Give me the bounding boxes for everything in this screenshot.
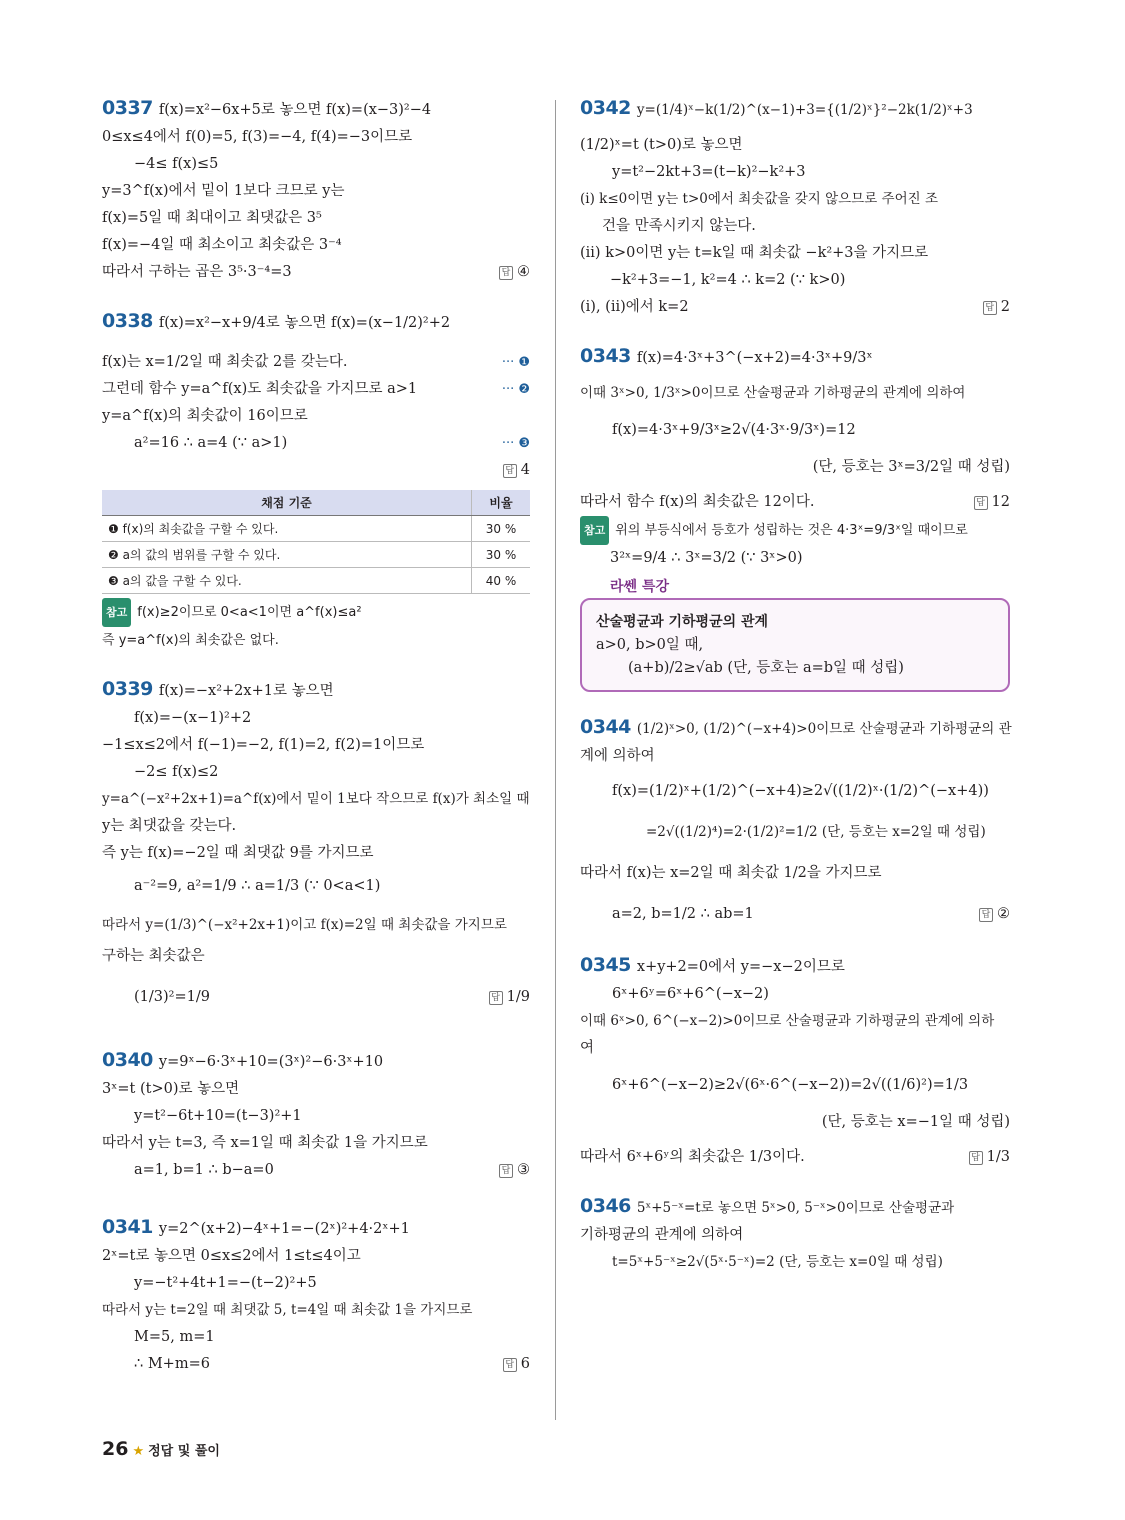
solution-line: f(x)=4·3ˣ+3^(−x+2)=4·3ˣ+9/3ˣ	[636, 350, 873, 366]
problem-0342	[580, 95, 1010, 321]
solution-line: −k²+3=−1, k²=4 ∴ k=2 (∵ k>0)	[610, 272, 846, 288]
solution-line: f(x)=4·3ˣ+9/3ˣ≥2√(4·3ˣ·9/3ˣ)=12	[612, 422, 856, 438]
solution-line: 그런데 함수 y=a^f(x)도 최솟값을 가지므로 a>1	[102, 381, 418, 397]
solution-line: x+y+2=0에서 y=−x−2이므로	[636, 959, 845, 975]
problem-0341	[102, 1214, 530, 1378]
solution-line: y=t²−6t+10=(t−3)²+1	[134, 1108, 302, 1124]
solution-line: y=2^(x+2)−4ˣ+1=−(2ˣ)²+4·2ˣ+1	[158, 1221, 410, 1237]
solution-line: 따라서 y는 t=3, 즉 x=1일 때 최솟값 1을 가지므로	[102, 1135, 428, 1151]
solution-line: 이때 6ˣ>0, 6^(−x−2)>0이므로 산술평균과 기하평균의 관계에 의하	[580, 1013, 995, 1029]
left-column	[102, 95, 530, 1378]
solution-line: 따라서 함수 f(x)의 최솟값은 12이다.	[580, 494, 815, 510]
step-marker: ··· ❷	[501, 382, 530, 397]
answer: 답 2	[983, 294, 1010, 321]
problem-number: 0346	[580, 1195, 631, 1217]
solution-line: f(x)=x²−x+9/4로 놓으면 f(x)=(x−1/2)²+2	[158, 315, 451, 331]
table-row: ❶ f(x)의 최솟값을 구할 수 있다. 30 %	[102, 516, 530, 542]
step-marker: ··· ❸	[501, 436, 530, 451]
problem-0339	[102, 676, 530, 1011]
solution-line: 따라서 f(x)는 x=2일 때 최솟값 1/2을 가지므로	[580, 865, 882, 881]
step-marker: ··· ❶	[501, 355, 530, 370]
page-number: 26	[102, 1438, 129, 1460]
solution-line: =2√((1/2)⁴)=2·(1/2)²=1/2 (단, 등호는 x=2일 때 성립)	[646, 824, 986, 840]
solution-line: y=(1/4)ˣ−k(1/2)^(x−1)+3={(1/2)ˣ}²−2k(1/2)ˣ+3	[636, 102, 973, 118]
solution-line: ∴ M+m=6	[134, 1356, 210, 1372]
problem-0340	[102, 1047, 530, 1184]
answer: 답 6	[503, 1351, 530, 1378]
solution-line: y=3^f(x)에서 밑이 1보다 크므로 y는	[102, 183, 345, 199]
problem-number: 0343	[580, 345, 631, 367]
solution-line: y=9ˣ−6·3ˣ+10=(3ˣ)²−6·3ˣ+10	[158, 1054, 384, 1070]
answer: 답 ④	[499, 259, 530, 286]
solution-line: f(x)=5일 때 최대이고 최댓값은 3⁵	[102, 210, 322, 226]
solution-line: f(x)=(1/2)ˣ+(1/2)^(−x+4)≥2√((1/2)ˣ·(1/2)^(−x+4))	[612, 783, 989, 799]
solution-line: 구하는 최솟값은	[102, 948, 205, 964]
solution-line: y는 최댓값을 갖는다.	[102, 818, 237, 834]
solution-line: y=a^(−x²+2x+1)=a^f(x)에서 밑이 1보다 작으므로 f(x)가 최소일 때	[102, 791, 530, 807]
page-footer	[102, 1438, 220, 1460]
solution-line: (단, 등호는 x=−1일 때 성립)	[821, 1114, 1010, 1130]
solution-line: (ii) k>0이면 y는 t=k일 때 최솟값 −k²+3을 가지므로	[580, 245, 929, 261]
answer: 답 1/9	[489, 984, 530, 1011]
solution-line: a⁻²=9, a²=1/9 ∴ a=1/3 (∵ 0<a<1)	[134, 878, 381, 894]
answer-box-icon: 답	[983, 301, 997, 315]
solution-line: (i) k≤0이면 y는 t>0에서 최솟값을 갖지 않으므로 주어진 조	[580, 191, 938, 207]
answer-box-icon: 답	[503, 464, 517, 478]
special-lecture-box	[580, 598, 1010, 692]
column-divider	[555, 100, 556, 1420]
footer-label: 정답 및 풀이	[148, 1444, 220, 1459]
solution-line: 따라서 y는 t=2일 때 최댓값 5, t=4일 때 최솟값 1을 가지므로	[102, 1302, 473, 1318]
solution-line: y=t²−2kt+3=(t−k)²−k²+3	[612, 164, 806, 180]
solution-line: 기하평균의 관계에 의하여	[580, 1227, 744, 1243]
problem-number: 0339	[102, 678, 153, 700]
special-lecture-tag: 라쎈 특강	[610, 579, 669, 595]
solution-line: y=−t²+4t+1=−(t−2)²+5	[134, 1275, 317, 1291]
problem-number: 0345	[580, 954, 631, 976]
solution-line: 따라서 6ˣ+6ʸ의 최솟값은 1/3이다.	[580, 1149, 805, 1165]
solution-line: 0≤x≤4에서 f(0)=5, f(3)=−4, f(4)=−3이므로	[102, 129, 413, 145]
solution-line: 여	[580, 1040, 595, 1056]
answer: 답 12	[974, 489, 1010, 516]
answer-box-icon: 답	[974, 496, 988, 510]
solution-line: 계에 의하여	[580, 748, 655, 764]
solution-line: (단, 등호는 3ˣ=3/2일 때 성립)	[812, 459, 1010, 475]
solution-line: f(x)=−4일 때 최소이고 최솟값은 3⁻⁴	[102, 237, 342, 253]
note-line: f(x)≥2이므로 0<a<1이면 a^f(x)≤a²	[137, 605, 362, 620]
answer-box-icon: 답	[489, 991, 503, 1005]
solution-line: (1/2)ˣ=t (t>0)로 놓으면	[580, 137, 743, 153]
problem-0346	[580, 1193, 1010, 1276]
problem-number: 0337	[102, 97, 153, 119]
note-tag: 참고	[102, 598, 131, 627]
answer-box-icon: 답	[499, 266, 513, 280]
star-icon: ★	[132, 1444, 145, 1459]
problem-0344	[580, 714, 1010, 928]
solution-line: t=5ˣ+5⁻ˣ≥2√(5ˣ·5⁻ˣ)=2 (단, 등호는 x=0일 때 성립)	[612, 1254, 943, 1270]
answer-box-icon: 답	[969, 1151, 983, 1165]
answer-box-icon: 답	[499, 1164, 513, 1178]
solution-line: 3ˣ=t (t>0)로 놓으면	[102, 1081, 240, 1097]
answer-box-icon: 답	[979, 908, 993, 922]
problem-number: 0344	[580, 716, 631, 738]
problem-0337	[102, 95, 530, 286]
solution-line: −4≤ f(x)≤5	[134, 156, 219, 172]
note-line: 위의 부등식에서 등호가 성립하는 것은 4·3ˣ=9/3ˣ일 때이므로	[615, 523, 968, 538]
problem-0345	[580, 952, 1010, 1171]
special-lecture-title: 산술평균과 기하평균의 관계	[596, 614, 769, 630]
solution-line: 이때 3ˣ>0, 1/3ˣ>0이므로 산술평균과 기하평균의 관계에 의하여	[580, 385, 966, 401]
solution-line: 따라서 구하는 곱은 3⁵·3⁻⁴=3	[102, 264, 292, 280]
solution-line: f(x)=−x²+2x+1로 놓으면	[158, 683, 334, 699]
special-lecture-line: (a+b)/2≥√ab (단, 등호는 a=b일 때 성립)	[628, 660, 904, 676]
table-row: ❸ a의 값을 구할 수 있다. 40 %	[102, 568, 530, 594]
solution-line: f(x)=−(x−1)²+2	[134, 710, 252, 726]
solution-line: (1/2)ˣ>0, (1/2)^(−x+4)>0이므로 산술평균과 기하평균의 관	[636, 721, 1012, 737]
problem-0338	[102, 308, 530, 654]
problem-0343	[580, 343, 1010, 692]
solution-line: a²=16 ∴ a=4 (∵ a>1)	[134, 435, 288, 451]
solution-line: f(x)=x²−6x+5로 놓으면 f(x)=(x−3)²−4	[158, 102, 432, 118]
answer: 답 1/3	[969, 1144, 1010, 1171]
solution-line: −2≤ f(x)≤2	[134, 764, 219, 780]
answer: 답 4	[503, 457, 530, 484]
solution-line: −1≤x≤2에서 f(−1)=−2, f(1)=2, f(2)=1이므로	[102, 737, 425, 753]
solution-line: 2ˣ=t로 놓으면 0≤x≤2에서 1≤t≤4이고	[102, 1248, 361, 1264]
special-lecture-line: a>0, b>0일 때,	[596, 637, 704, 653]
solution-line: 따라서 y=(1/3)^(−x²+2x+1)이고 f(x)=2일 때 최솟값을 가지므로	[102, 917, 507, 933]
solution-line: (1/3)²=1/9	[134, 989, 210, 1005]
solution-line: f(x)는 x=1/2일 때 최솟값 2를 갖는다.	[102, 354, 348, 370]
solution-line: 즉 y는 f(x)=−2일 때 최댓값 9를 가지므로	[102, 845, 374, 861]
problem-number: 0341	[102, 1216, 153, 1238]
solution-line: 5ˣ+5⁻ˣ=t로 놓으면 5ˣ>0, 5⁻ˣ>0이므로 산술평균과	[636, 1200, 955, 1216]
note-line: 3²ˣ=9/4 ∴ 3ˣ=3/2 (∵ 3ˣ>0)	[610, 550, 803, 566]
solution-line: y=a^f(x)의 최솟값이 16이므로	[102, 408, 308, 424]
problem-number: 0340	[102, 1049, 153, 1071]
solution-line: 6ˣ+6ʸ=6ˣ+6^(−x−2)	[612, 986, 769, 1002]
solution-line: a=1, b=1 ∴ b−a=0	[134, 1162, 274, 1178]
note-line: 즉 y=a^f(x)의 최솟값은 없다.	[102, 633, 279, 648]
solution-line: (i), (ii)에서 k=2	[580, 299, 689, 315]
answer: 답 ②	[979, 901, 1010, 928]
solution-line: 건을 만족시키지 않는다.	[602, 218, 756, 234]
grading-table	[102, 490, 530, 594]
solution-line: 6ˣ+6^(−x−2)≥2√(6ˣ·6^(−x−2))=2√((1/6)²)=1/3	[612, 1077, 969, 1093]
table-header: 비율	[472, 490, 531, 516]
problem-number: 0338	[102, 310, 153, 332]
answer: 답 ③	[499, 1157, 530, 1184]
table-row: ❷ a의 값의 범위를 구할 수 있다. 30 %	[102, 542, 530, 568]
solution-line: a=2, b=1/2 ∴ ab=1	[612, 906, 754, 922]
solution-line: M=5, m=1	[134, 1329, 215, 1345]
problem-number: 0342	[580, 97, 631, 119]
answer-box-icon: 답	[503, 1358, 517, 1372]
table-header: 채점 기준	[102, 490, 472, 516]
right-column	[580, 95, 1010, 1276]
note-tag: 참고	[580, 516, 609, 545]
